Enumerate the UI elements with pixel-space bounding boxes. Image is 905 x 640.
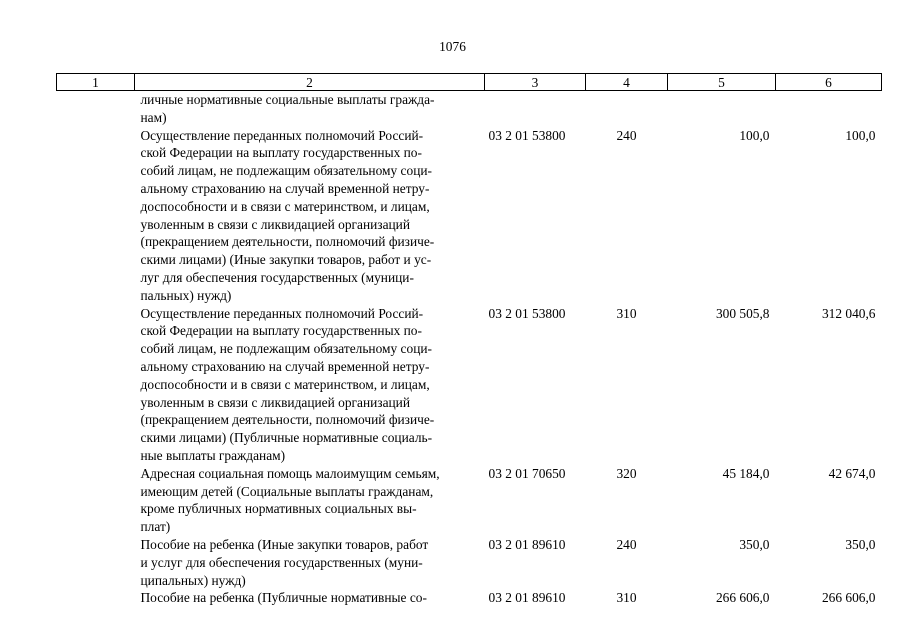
item-name-line: кроме публичных нормативных социальных вы- [140, 501, 417, 517]
item-name-cell [135, 305, 485, 465]
item-name-line: личные нормативные социальные выплаты гражда- [140, 92, 435, 107]
amount-year-2-cell: 312 040,6 [821, 305, 876, 321]
amount-year-1-cell: 350,0 [739, 536, 770, 552]
classification-code-cell: 03 2 01 70650 [488, 465, 566, 481]
item-name-cell [135, 127, 485, 305]
row-number-cell [57, 536, 135, 589]
item-name-line: (прекращением деятельности, полномочий физиче- [140, 412, 435, 428]
header-cell: 1 [57, 74, 135, 91]
table-row [57, 536, 882, 589]
item-name-line: собий лицам, не подлежащим обязательному соци- [140, 163, 432, 179]
item-name-line: луг для обеспечения государственных (муници- [140, 269, 414, 285]
item-name-line: ные выплаты гражданам) [140, 447, 286, 463]
row-number-cell [57, 305, 135, 465]
amount-year-1-cell: 266 606,0 [715, 590, 770, 606]
item-name-line: нам) [140, 109, 167, 125]
item-name-line: Пособие на ребенка (Публичные нормативные со- [140, 590, 427, 606]
item-name-line: пальных) нужд) [140, 287, 232, 303]
table-row [57, 305, 882, 465]
item-name-line: доспособности и в связи с материнством, и лицам, [140, 198, 430, 214]
classification-code-cell: 03 2 01 53800 [488, 305, 566, 321]
header-cell: 4 [586, 74, 668, 91]
classification-code-cell: 03 2 01 89610 [488, 536, 566, 552]
amount-year-2-cell [776, 91, 882, 127]
expense-type-cell: 240 [616, 536, 637, 552]
budget-table [56, 73, 882, 607]
item-name-line: плат) [140, 519, 171, 535]
item-name-cell [135, 465, 485, 536]
row-number-cell [57, 465, 135, 536]
expense-type-cell: 320 [616, 465, 637, 481]
row-number-cell [57, 589, 135, 607]
item-name-line: Осуществление переданных полномочий Россий- [140, 127, 424, 143]
item-name-line: уволенным в связи с ликвидацией организаций [140, 216, 411, 232]
page-number: 1076 [439, 39, 466, 54]
table-row [57, 589, 882, 607]
row-number-cell [57, 91, 135, 127]
item-name-line: (прекращением деятельности, полномочий физиче- [140, 234, 435, 250]
expense-type-cell: 310 [616, 590, 637, 606]
item-name-line: уволенным в связи с ликвидацией организаций [140, 394, 411, 410]
header-cell: 5 [668, 74, 776, 91]
item-name-line: альному страхованию на случай временной нетру- [140, 358, 430, 374]
table-body [57, 91, 882, 608]
amount-year-1-cell: 45 184,0 [722, 465, 770, 481]
item-name-line: скими лицами) (Иные закупки товаров, работ и ус- [140, 252, 432, 268]
header-cell: 2 [135, 74, 485, 91]
expense-type-cell: 240 [616, 127, 637, 143]
table-row [57, 127, 882, 305]
item-name-line: ской Федерации на выплату государственных по- [140, 323, 422, 339]
header-row [57, 74, 882, 91]
classification-code-cell: 03 2 01 89610 [488, 590, 566, 606]
table-row [57, 91, 882, 127]
item-name-cell [135, 91, 485, 127]
item-name-line: ской Федерации на выплату государственных по- [140, 145, 422, 161]
item-name-line: доспособности и в связи с материнством, и лицам, [140, 376, 430, 392]
header-cell: 6 [776, 74, 882, 91]
item-name-cell [135, 536, 485, 589]
item-name-line: скими лицами) (Публичные нормативные социаль- [140, 430, 433, 446]
expense-type-cell: 310 [616, 305, 637, 321]
amount-year-2-cell: 350,0 [845, 536, 876, 552]
item-name-line: имеющим детей (Социальные выплаты гражданам, [140, 483, 434, 499]
classification-code-cell: 03 2 01 53800 [488, 127, 566, 143]
classification-code-cell [485, 91, 586, 127]
amount-year-1-cell [668, 91, 776, 127]
amount-year-1-cell: 300 505,8 [715, 305, 770, 321]
header-cell: 3 [485, 74, 586, 91]
row-number-cell [57, 127, 135, 305]
expense-type-cell [586, 91, 668, 127]
item-name-line: ципальных) нужд) [140, 572, 246, 588]
item-name-line: альному страхованию на случай временной нетру- [140, 180, 430, 196]
amount-year-1-cell: 100,0 [739, 127, 770, 143]
amount-year-2-cell: 266 606,0 [821, 590, 876, 606]
item-name-line: Пособие на ребенка (Иные закупки товаров, работ [140, 536, 429, 552]
item-name-line: собий лицам, не подлежащим обязательному соци- [140, 341, 432, 357]
item-name-line: и услуг для обеспечения государственных (муни- [140, 554, 423, 570]
amount-year-2-cell: 42 674,0 [828, 465, 876, 481]
amount-year-2-cell: 100,0 [845, 127, 876, 143]
item-name-line: Адресная социальная помощь малоимущим семьям, [140, 465, 440, 481]
item-name-cell [135, 589, 485, 607]
item-name-line: Осуществление переданных полномочий Россий- [140, 305, 424, 321]
table-row [57, 465, 882, 536]
